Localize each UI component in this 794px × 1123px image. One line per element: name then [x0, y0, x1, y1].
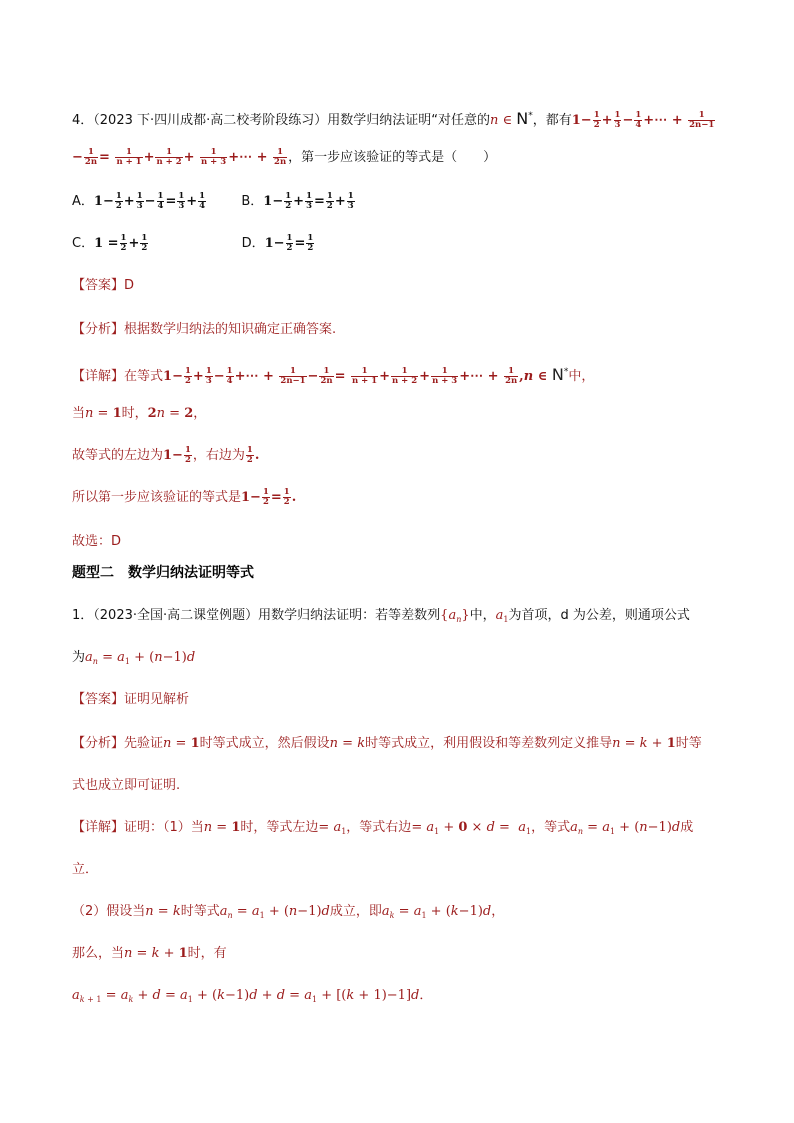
q1-detail-d: ，等式 — [531, 820, 571, 835]
q1-source: （2023·全国·高二课堂例题） — [93, 608, 259, 623]
q1-analysis-d: 时等 — [675, 736, 702, 751]
q1-detail-tag: 【详解】 — [72, 820, 125, 835]
q4-answer-tag: 【答案】 — [72, 278, 125, 293]
q1-analysis-n1: n = 1 — [163, 736, 200, 751]
q1-final-end: ． — [419, 988, 433, 1003]
q4-when-2n: 2n = 2， — [147, 406, 207, 421]
q4-detail-b: 中， — [568, 369, 595, 384]
q1-detail-f: 立． — [72, 862, 99, 877]
q4-option-b: 1− $\frac{1}{2}$ + $\frac{1}{3}$ = $\frac{1}{2}$ + $\frac{1}{3}$ — [263, 191, 354, 211]
q4-source: （2023 下·四川成都·高二校考阶段练习） — [93, 113, 328, 128]
q1-then-a: 那么，当 — [72, 946, 125, 961]
q1-analysis-nk: n = k — [329, 736, 366, 751]
q4-answer-value: D — [124, 278, 135, 293]
q1-detail-n1: n = 1 — [203, 820, 241, 835]
q1-final-eq: $a_{k + 1} = a_k + d = a_1 + (k-1)d + d = a_1 + [(k + 1)-1]d$ — [72, 988, 420, 1004]
q1-then-b: 时，有 — [187, 946, 227, 961]
q4-number: 4． — [72, 113, 94, 128]
q4-prompt-c: ，第一步应该验证的等式是（ ） — [288, 150, 497, 165]
q4-option-c: 1 = $\frac{1}{2}$ + $\frac{1}{2}$ — [94, 233, 148, 253]
q4-when-n1: n = 1 — [85, 406, 122, 421]
q4-left-right — [72, 446, 734, 466]
q1-a1: $a_1$ — [495, 608, 509, 624]
q1-step2-c: 成立，即 — [329, 904, 382, 919]
q1-analysis-line1 — [72, 734, 734, 754]
q4-options-cd — [72, 234, 734, 254]
q4-options-ab — [72, 192, 734, 212]
q4-option-d: 1− $\frac{1}{2}$ = $\frac{1}{2}$ — [264, 233, 314, 253]
q1-then — [72, 944, 734, 964]
q4-series-head: 1− $\frac{1}{2}$ + $\frac{1}{3}$ − $\frac{1}{4}$ +⋯ + $\frac{1}{2n-1}$ — [571, 110, 715, 130]
q1-final — [72, 986, 734, 1010]
q1-analysis-a: 先验证 — [124, 736, 164, 751]
q1-analysis-b: 时等式成立，然后假设 — [199, 736, 330, 751]
q4-left-mid: ，右边为 — [192, 448, 245, 463]
q1-analysis-c: 时等式成立，利用假设和等差数列定义推导 — [365, 736, 613, 751]
q1-formula: $a_n = a_1 + (n-1)d$ — [85, 650, 196, 666]
q4-analysis-text: 根据数学归纳法的知识确定正确答案. — [124, 322, 337, 337]
q4-right-expr: $\frac{1}{2}$ . — [246, 445, 260, 465]
q1-prompt-a: 用数学归纳法证明：若等差数列 — [258, 608, 441, 623]
q1-stem-line1 — [72, 606, 734, 630]
q4-series-tail: − $\frac{1}{2n}$ = $\frac{1}{n + 1}$ + $\frac{1}{n + 2}$ + $\frac{1}{n + 3}$ +⋯ + $\frac{1}{2n}$ — [72, 147, 287, 167]
q4-choose — [72, 532, 734, 552]
q1-analysis-tag: 【分析】 — [72, 736, 125, 751]
q1-prompt-b: 中， — [469, 608, 496, 623]
q1-detail-line1 — [72, 818, 734, 842]
q1-stem-line2 — [72, 648, 734, 672]
q4-analysis — [72, 320, 734, 340]
q4-when — [72, 404, 734, 424]
q1-detail-b: 时，等式左边 — [240, 820, 319, 835]
q4-so-prefix: 所以第一步应该验证的等式是 — [72, 490, 242, 505]
q1-prompt-c: 为首项，d 为公差，则通项公式 — [508, 608, 690, 623]
q1-number: 1． — [72, 608, 94, 623]
q1-detail-rhs: = $a_1 + 0 \times d = a_1$ — [411, 820, 532, 836]
q1-prompt-d: 为 — [72, 650, 86, 665]
q1-answer-text: 证明见解析 — [124, 692, 190, 707]
q4-so — [72, 488, 734, 508]
q1-answer — [72, 690, 734, 710]
q1-step2-a: （2）假设当 — [72, 904, 146, 919]
q4-answer — [72, 276, 734, 296]
q1-step2-ak: $a_k = a_1 + (k-1)d$ — [381, 904, 492, 920]
q1-detail-lhs: = $a_1$ — [318, 820, 347, 836]
q4-detail-a: 在等式 — [124, 369, 164, 384]
q1-step2-b: 时等式 — [180, 904, 220, 919]
q4-option-d-label: D． — [241, 236, 265, 251]
q4-math-n-in-N: n — [490, 113, 499, 128]
section-title-text: 题型二 数学归纳法证明等式 — [72, 565, 254, 581]
q4-detail: 【详解】在等式1− $\frac{1}{2}$ + $\frac{1}{3}$ − $\frac{1}{4}$ +⋯ + $\frac{1}{2n-1}$ − $\frac{1}{2n}$ = $\frac{1}{n + 1}$ + $\frac{1}{n + 2}$ + $\frac{1}{n + 3}$ +⋯ + $\frac{1}{2n}$ ,n ∈ N*中， — [72, 365, 595, 386]
q1-step2-d: ， — [491, 904, 505, 919]
section-title — [72, 563, 734, 583]
q4-detail-equation: 1− $\frac{1}{2}$ + $\frac{1}{3}$ − $\frac{1}{4}$ +⋯ + $\frac{1}{2n-1}$ − $\frac{1}{2n}$ = $\frac{1}{n + 1}$ + $\frac{1}{n + 2}$ + $\frac{1}{n + 3}$ +⋯ + $\frac{1}{2n}$ ,n ∈ — [163, 366, 552, 386]
q4-prompt-a: 用数学归纳法证明“对任意的 — [327, 113, 491, 128]
q4-left-expr: 1− $\frac{1}{2}$ — [163, 445, 191, 465]
q4-option-a-label: A． — [72, 194, 94, 209]
q1-detail-e: 成 — [680, 820, 694, 835]
q4-option-b-label: B． — [241, 194, 264, 209]
q4-when-prefix: 当 — [72, 406, 86, 421]
q4-stem-line2 — [72, 148, 734, 168]
q4-left-prefix: 故等式的左边为 — [72, 448, 164, 463]
q4-prompt-b: ，都有 — [532, 113, 572, 128]
q4-option-a: 1− $\frac{1}{2}$ + $\frac{1}{3}$ − $\frac{1}{4}$ = $\frac{1}{3}$ + $\frac{1}{4}$ — [93, 191, 206, 211]
q4-analysis-tag: 【分析】 — [72, 322, 125, 337]
q1-then-nk1: n = k + 1 — [124, 946, 188, 961]
q1-answer-tag: 【答案】 — [72, 692, 125, 707]
q1-analysis-e: 式也成立即可证明. — [72, 778, 181, 793]
q1-detail-eq: $a_n = a_1 + (n-1)d$ — [570, 820, 681, 836]
q4-stem-line1: 4．（2023 下·四川成都·高二校考阶段练习）用数学归纳法证明“对任意的n ∈ N*，都有1− $\frac{1}{2}$ + $\frac{1}{3}$ − $\frac{1}{4}$ +⋯ + $\frac{1}{2n-1}$ — [72, 109, 715, 130]
q4-when-suffix: 时， — [121, 406, 148, 421]
q4-choose-text: 故选：D — [72, 534, 122, 549]
q1-detail-line2 — [72, 860, 734, 880]
q1-step2-nk: n = k — [145, 904, 181, 919]
q1-analysis-nk1: n = k + 1 — [612, 736, 676, 751]
q4-option-c-label: C． — [72, 236, 95, 251]
q1-step2 — [72, 902, 734, 926]
q4-so-expr: 1− $\frac{1}{2}$ = $\frac{1}{2}$ . — [241, 487, 297, 507]
q4-detail-tag: 【详解】 — [72, 369, 125, 384]
q1-sequence: $\{a_n\}$ — [440, 608, 470, 624]
q1-detail-c: ，等式右边 — [346, 820, 412, 835]
q1-step2-eq: $a_n = a_1 + (n-1)d$ — [219, 904, 330, 920]
q1-detail-a: 证明：（1）当 — [124, 820, 204, 835]
q1-analysis-line2 — [72, 776, 734, 796]
